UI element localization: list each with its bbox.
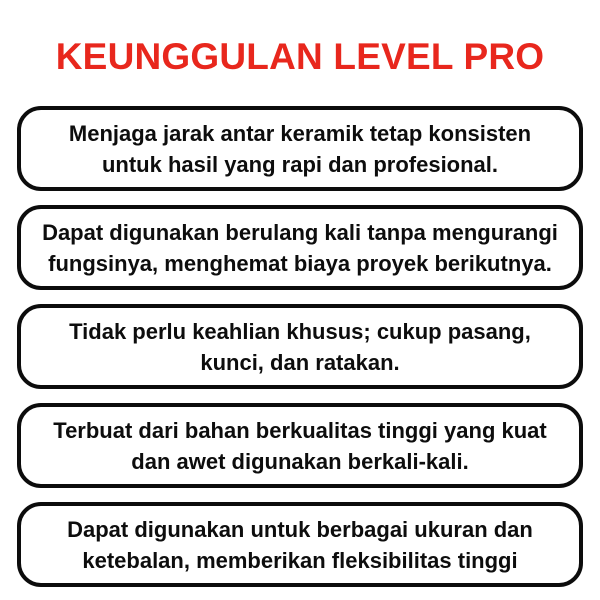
benefit-card-2 [17,205,583,290]
benefit-card-3-line-1: Tidak perlu keahlian khusus; cukup pasang, [69,318,531,344]
benefit-card-4-line-2: dan awet digunakan berkali-kali. [131,448,469,474]
benefit-card-5 [17,502,583,587]
benefit-card-2-line-2: fungsinya, menghemat biaya proyek berikutnya. [48,250,552,276]
benefit-card-2-line-1: Dapat digunakan berulang kali tanpa mengurangi [42,219,558,245]
benefit-card-4-line-1: Terbuat dari bahan berkualitas tinggi yang kuat [53,417,547,443]
benefit-card-3 [17,304,583,389]
benefit-card-5-line-2: ketebalan, memberikan fleksibilitas tinggi [82,547,518,573]
benefit-card-5-line-1: Dapat digunakan untuk berbagai ukuran dan [67,516,533,542]
page-title: KEUNGGULAN LEVEL PRO [55,36,545,77]
benefit-card-1-line-1: Menjaga jarak antar keramik tetap konsisten [68,120,532,146]
benefit-card-3-line-2: kunci, dan ratakan. [200,349,400,375]
benefit-list [17,106,583,587]
benefit-card-4 [17,403,583,488]
benefit-card-1 [17,106,583,191]
benefit-card-1-line-2: untuk hasil yang rapi dan profesional. [101,151,499,177]
